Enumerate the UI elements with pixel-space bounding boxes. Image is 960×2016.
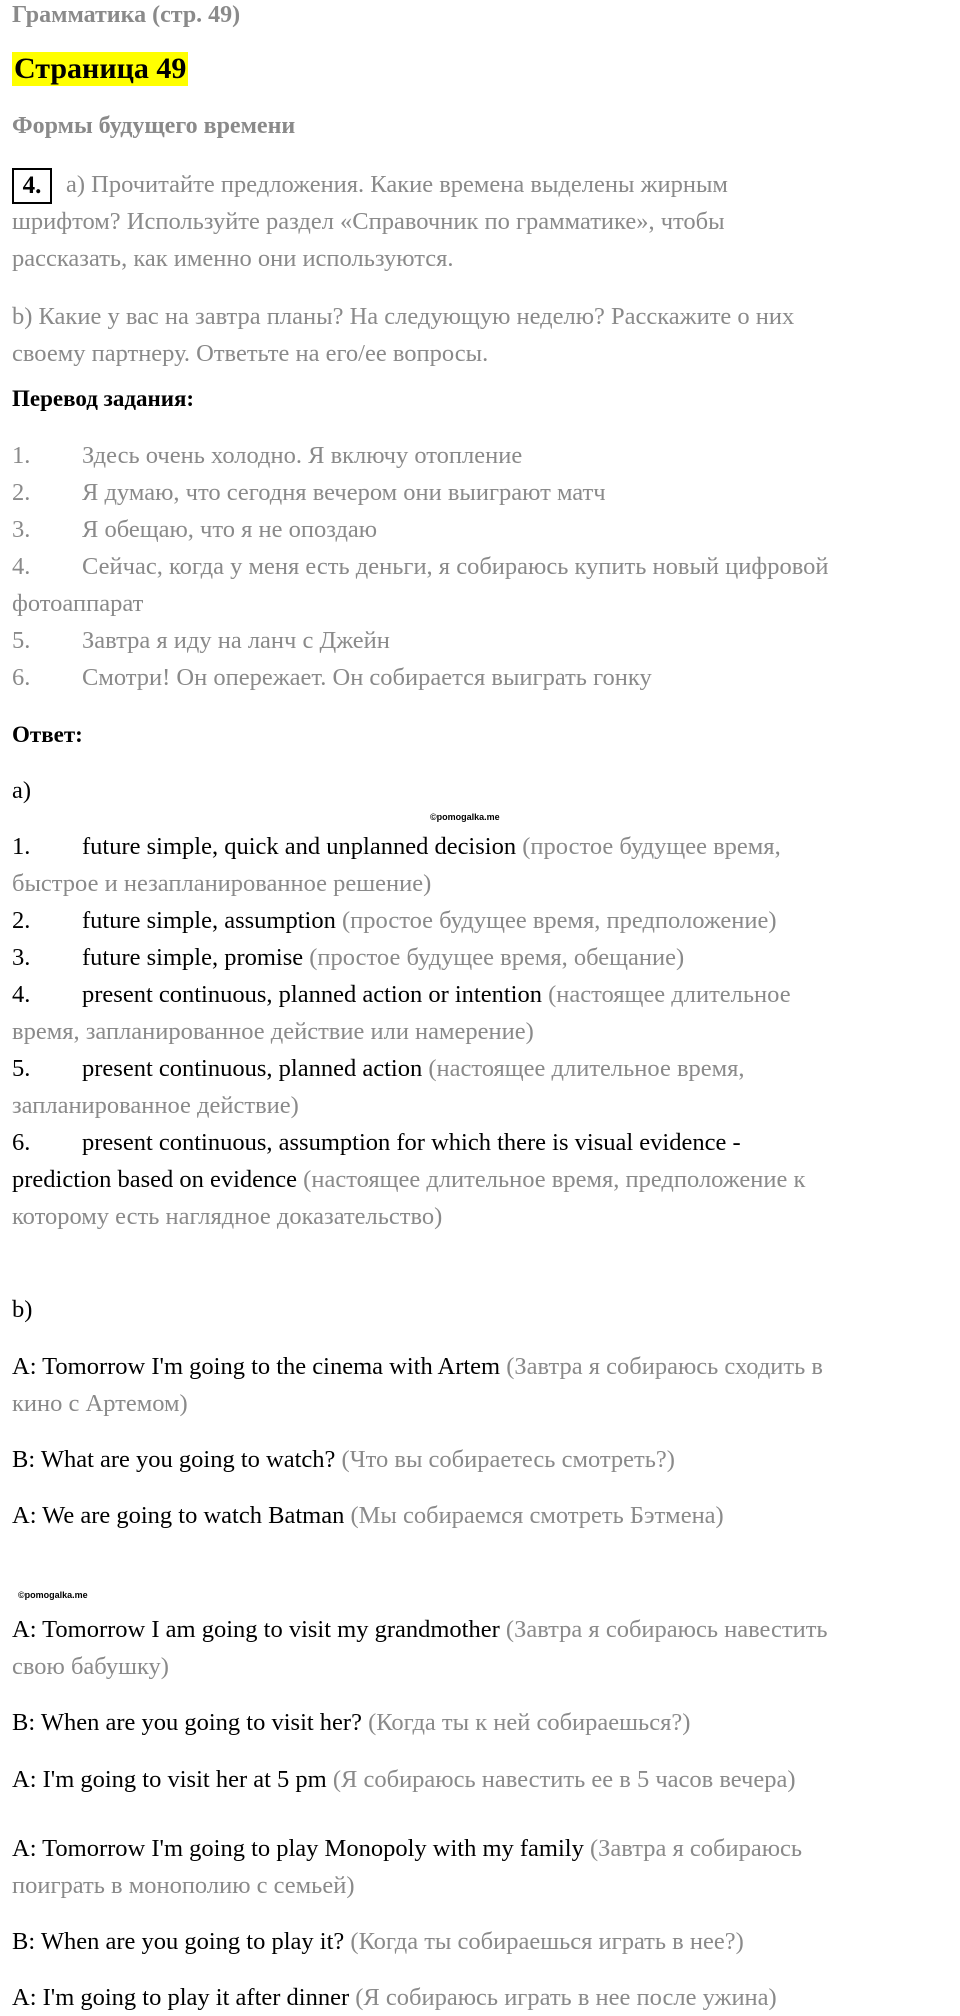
dialogue-line: A: I'm going to visit her at 5 pm (Я собираюсь навестить ее в 5 часов вечера) [12, 1766, 796, 1793]
task-a-line3: рассказать, как именно они используются. [12, 245, 454, 272]
answer-item-continuation: время, запланированное действие или намерение) [12, 1018, 534, 1045]
answer-item: 3. future simple, promise (простое будущее время, обещание) [12, 944, 685, 971]
task-a-line1: a) Прочитайте предложения. Какие времена выделены жирным [66, 171, 728, 198]
dialogue-line: B: When are you going to visit her? (Когда ты к ней собираешься?) [12, 1709, 691, 1736]
answer-item-continuation: которому есть наглядное доказательство) [12, 1203, 443, 1230]
task-number-box: 4. [12, 168, 52, 204]
dialogue-line-continuation: кино с Артемом) [12, 1390, 188, 1417]
answer-item: 2. future simple, assumption (простое будущее время, предположение) [12, 907, 777, 934]
translation-item: 2. Я думаю, что сегодня вечером они выиграют матч [12, 479, 606, 506]
translation-item: 5. Завтра я иду на ланч с Джейн [12, 627, 390, 654]
translation-item: 4. Сейчас, когда у меня есть деньги, я собираюсь купить новый цифровой [12, 553, 829, 580]
answer-item: 1. future simple, quick and unplanned decision (простое будущее время, [12, 833, 781, 860]
dialogue-line: A: Tomorrow I'm going to play Monopoly with my family (Завтра я собираюсь [12, 1835, 803, 1862]
answer-item-continuation: prediction based on evidence (настоящее длительное время, предположение к [12, 1166, 806, 1193]
translation-item: 3. Я обещаю, что я не опоздаю [12, 516, 378, 543]
answer-item: 4. present continuous, planned action or intention (настоящее длительное [12, 981, 791, 1008]
dialogue-line: B: When are you going to play it? (Когда ты собираешься играть в нее?) [12, 1928, 744, 1955]
translation-item-continuation: фотоаппарат [12, 590, 144, 617]
answer-part-b-label: b) [12, 1296, 33, 1323]
task-b-line2: своему партнеру. Ответьте на его/ее вопросы. [12, 340, 489, 367]
translation-heading: Перевод задания: [12, 386, 195, 411]
page-number-highlight: Страница 49 [14, 52, 187, 85]
dialogue-line: B: What are you going to watch? (Что вы собираетесь смотреть?) [12, 1446, 675, 1473]
translation-item: 6. Смотри! Он опережает. Он собирается выиграть гонку [12, 664, 652, 691]
dialogue-line-continuation: свою бабушку) [12, 1653, 169, 1680]
answer-item-continuation: быстрое и незапланированное решение) [12, 870, 432, 897]
translation-item: 1. Здесь очень холодно. Я включу отопление [12, 442, 523, 469]
dialogue-line: A: Tomorrow I am going to visit my grandmother (Завтра я собираюсь навестить [12, 1616, 828, 1643]
dialogue-line: A: Tomorrow I'm going to the cinema with Artem (Завтра я собираюсь сходить в [12, 1353, 823, 1380]
answer-item: 6. present continuous, assumption for which there is visual evidence - [12, 1129, 741, 1156]
watermark: ©pomogalka.me [18, 1590, 88, 1600]
watermark: ©pomogalka.me [430, 812, 500, 822]
answer-part-a-label: a) [12, 777, 32, 804]
task-b-line1: b) Какие у вас на завтра планы? На следующую неделю? Расскажите о них [12, 303, 795, 330]
section-subtitle: Формы будущего времени [12, 113, 296, 139]
dialogue-line-continuation: поиграть в монополию с семьей) [12, 1872, 355, 1899]
dialogue-line: A: We are going to watch Batman (Мы собираемся смотреть Бэтмена) [12, 1502, 724, 1529]
page-header-title: Грамматика (стр. 49) [12, 2, 241, 28]
task-a-line2: шрифтом? Используйте раздел «Справочник по грамматике», чтобы [12, 208, 725, 235]
dialogue-line: A: I'm going to play it after dinner (Я собираюсь играть в нее после ужина) [12, 1984, 777, 2011]
answer-item-continuation: запланированное действие) [12, 1092, 299, 1119]
answer-item: 5. present continuous, planned action (настоящее длительное время, [12, 1055, 745, 1082]
answer-heading: Ответ: [12, 722, 83, 747]
